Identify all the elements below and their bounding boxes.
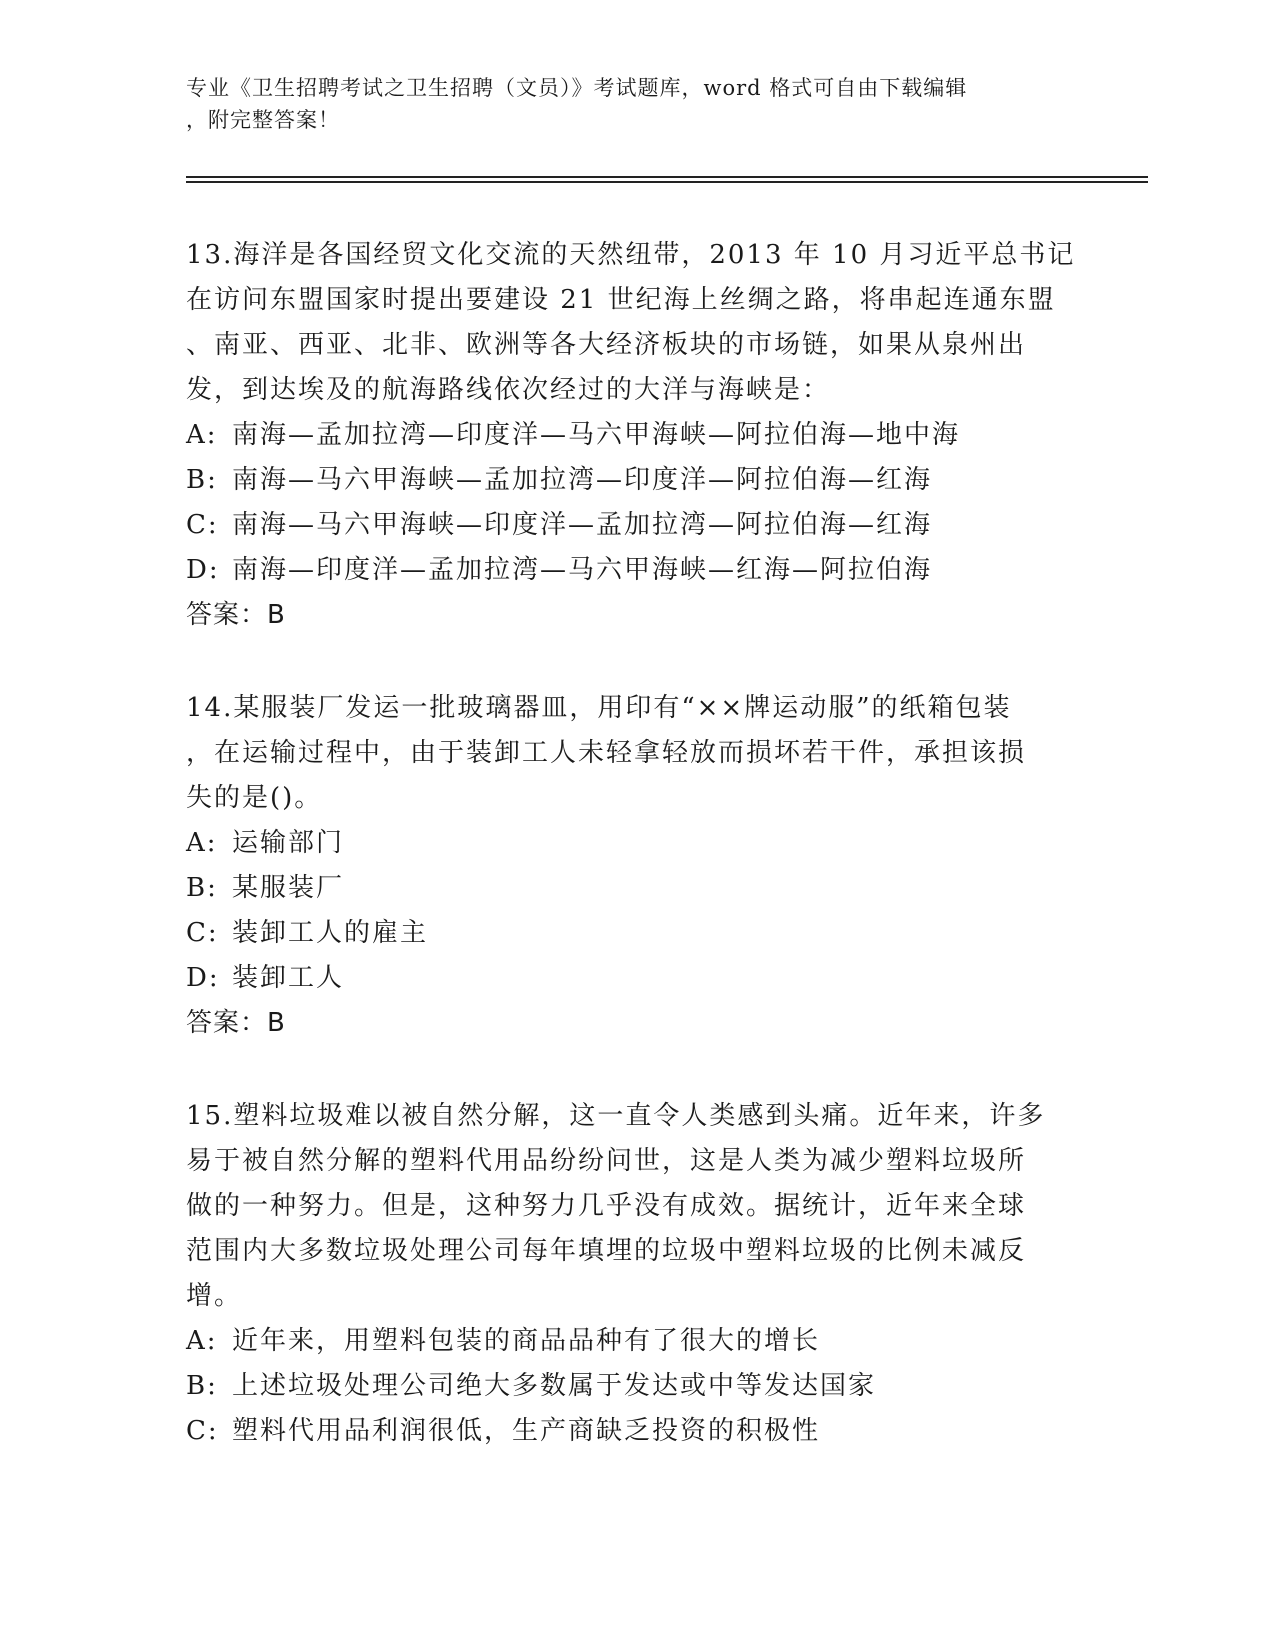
- option-key: D:: [186, 555, 220, 585]
- question-stem: 15.塑料垃圾难以被自然分解，这一直令人类感到头痛。近年来，许多 易于被自然分解的塑料代用品纷纷问世，这是人类为减少塑料垃圾所 做的一种努力。但是，这种努力几乎没有成效。据统计，近年来全球 范围内大多数垃圾处理公司每年填埋的垃圾中塑料垃圾的比例未减反 增。: [186, 1101, 1046, 1311]
- answer: 答案：B: [186, 1008, 286, 1038]
- option-text: 某服装厂: [232, 873, 345, 903]
- document-header: 专业《卫生招聘考试之卫生招聘（文员）》考试题库，word 格式可自由下载编辑 ，附完整答案！: [186, 76, 968, 132]
- option-text: 装卸工人: [232, 963, 345, 993]
- option-key: B:: [186, 465, 218, 495]
- option-text: 塑料代用品利润很低，生产商缺乏投资的积极性: [232, 1416, 821, 1446]
- option-d: [186, 956, 1086, 1001]
- header-divider-bottom: [186, 181, 1148, 183]
- option-text: 南海—印度洋—孟加拉湾—马六甲海峡—红海—阿拉伯海: [232, 555, 933, 585]
- option-a: [186, 1319, 1086, 1364]
- option-key: D:: [186, 963, 220, 993]
- answer: 答案：B: [186, 600, 286, 630]
- option-key: A:: [186, 420, 218, 450]
- option-text: 近年来，用塑料包装的商品品种有了很大的增长: [232, 1326, 821, 1356]
- option-text: 运输部门: [232, 828, 345, 858]
- question-stem: 14.某服装厂发运一批玻璃器皿，用印有“××牌运动服”的纸箱包装 ，在运输过程中，由于装卸工人未轻拿轻放而损坏若干件，承担该损 失的是()。: [186, 693, 1027, 813]
- option-a: [186, 821, 1086, 866]
- question-15: [186, 1094, 1086, 1454]
- question-14: [186, 686, 1086, 1046]
- option-c: [186, 503, 1086, 548]
- option-text: 南海—孟加拉湾—印度洋—马六甲海峡—阿拉伯海—地中海: [232, 420, 961, 450]
- option-b: [186, 1364, 1086, 1409]
- option-text: 上述垃圾处理公司绝大多数属于发达或中等发达国家: [232, 1371, 877, 1401]
- option-a: [186, 413, 1086, 458]
- option-key: B:: [186, 1371, 218, 1401]
- header-divider-top: [186, 176, 1148, 178]
- option-key: C:: [186, 510, 219, 540]
- option-c: [186, 1409, 1086, 1454]
- option-d: [186, 548, 1086, 593]
- question-13: [186, 233, 1086, 638]
- option-text: 南海—马六甲海峡—孟加拉湾—印度洋—阿拉伯海—红海: [232, 465, 933, 495]
- option-text: 装卸工人的雇主: [232, 918, 429, 948]
- option-key: C:: [186, 918, 219, 948]
- option-b: [186, 866, 1086, 911]
- question-stem: 13.海洋是各国经贸文化交流的天然纽带，2013 年 10 月习近平总书记 在访问东盟国家时提出要建设 21 世纪海上丝绸之路，将串起连通东盟 、南亚、西亚、北非、欧洲等各大经济板块的市场链，如果从泉州出 发，到达埃及的航海路线依次经过的大洋与海峡是：: [186, 240, 1076, 405]
- option-key: A:: [186, 828, 218, 858]
- option-key: B:: [186, 873, 218, 903]
- option-key: C:: [186, 1416, 219, 1446]
- option-c: [186, 911, 1086, 956]
- option-text: 南海—马六甲海峡—印度洋—孟加拉湾—阿拉伯海—红海: [232, 510, 933, 540]
- option-key: A:: [186, 1326, 218, 1356]
- option-b: [186, 458, 1086, 503]
